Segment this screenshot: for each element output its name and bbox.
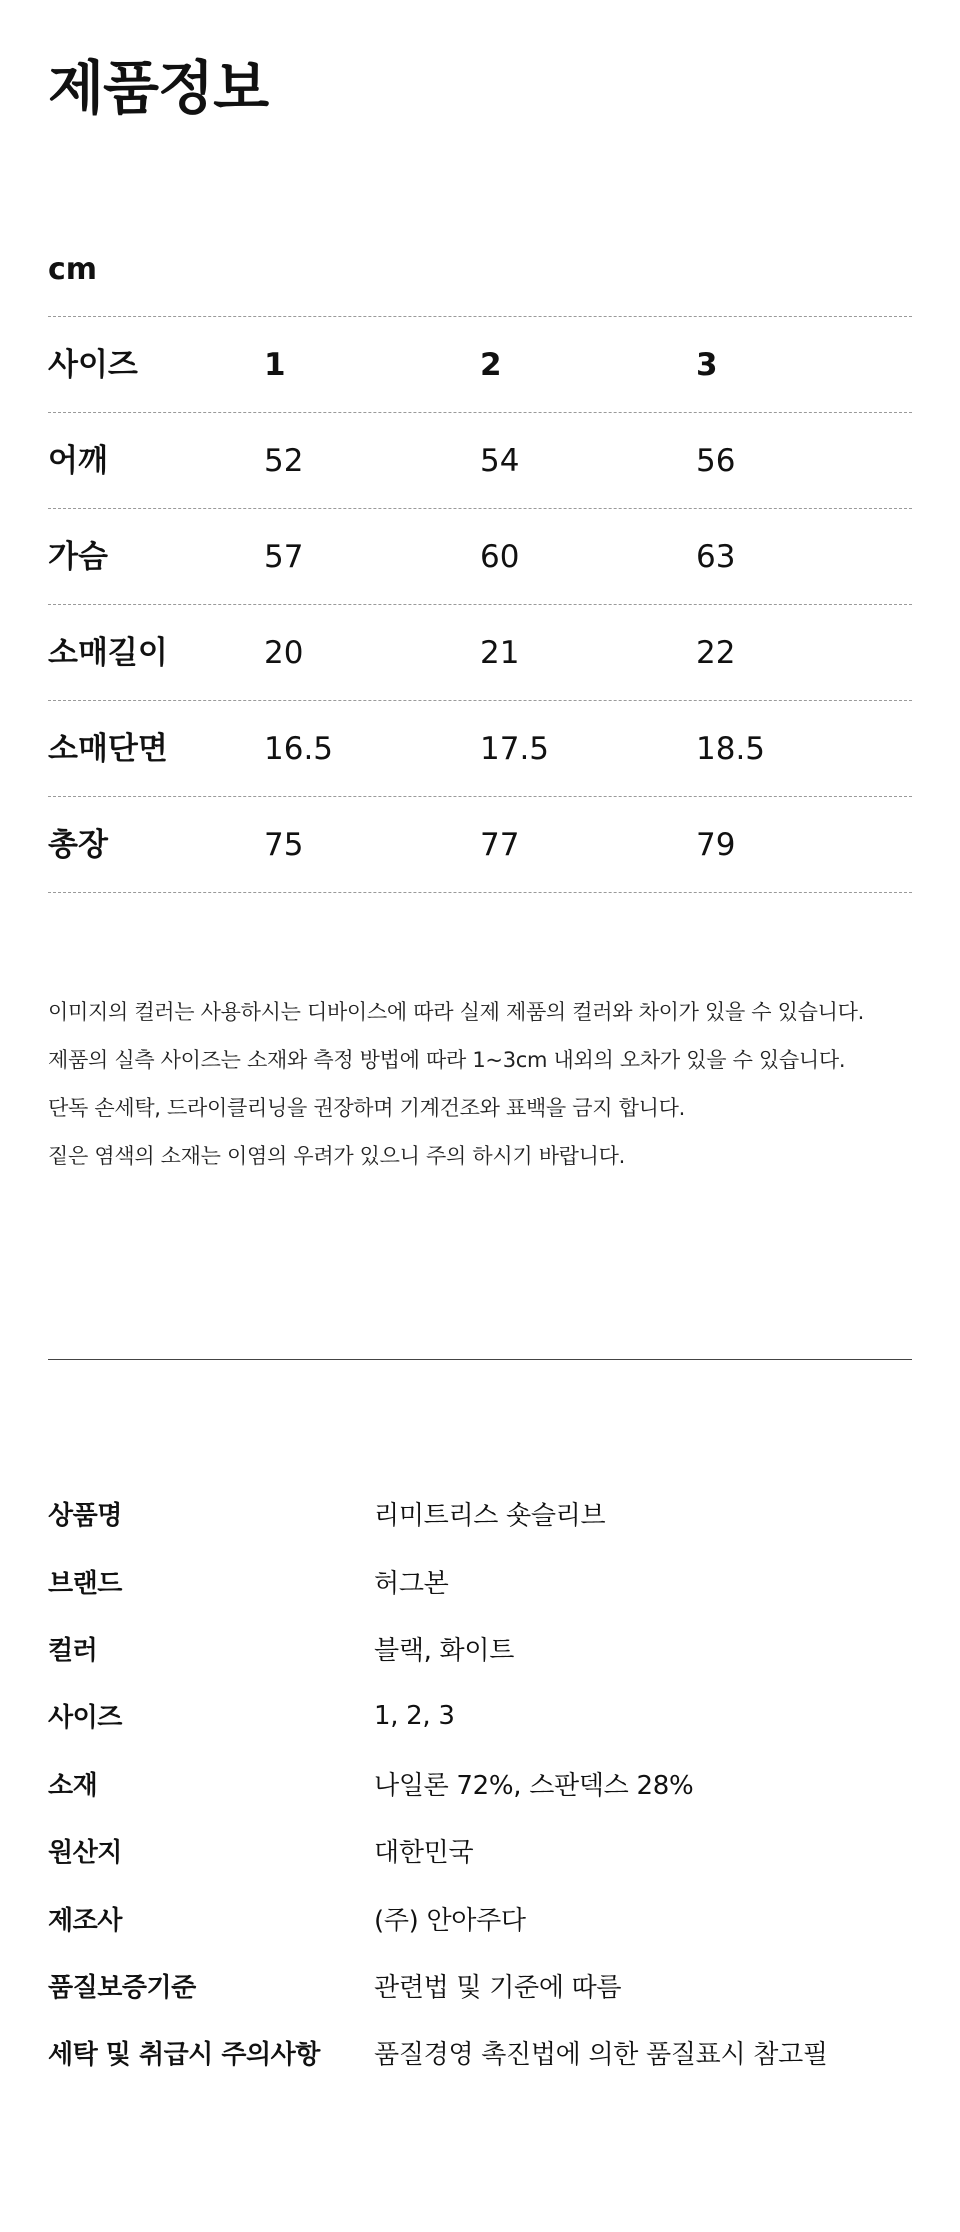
info-value: 리미트리스 숏슬리브 [374, 1501, 606, 1532]
info-label: 상품명 [48, 1501, 122, 1532]
row-value: 54 [480, 442, 520, 479]
info-value: 허그본 [374, 1568, 449, 1599]
product-info-list [48, 1480, 928, 2087]
row-value: 16.5 [264, 730, 334, 767]
row-value: 77 [480, 826, 520, 863]
info-label: 사이즈 [48, 1703, 122, 1734]
row-value: 79 [696, 826, 736, 863]
info-value: 관련법 및 기준에 따름 [374, 1972, 622, 2003]
size-header-value: 1 [264, 346, 286, 383]
info-label: 세탁 및 취급시 주의사항 [48, 2040, 320, 2071]
info-value: 1, 2, 3 [374, 1700, 455, 1731]
row-label: 소매단면 [48, 730, 168, 767]
info-row-product-name [48, 1480, 928, 1547]
info-label: 제조사 [48, 1905, 122, 1936]
size-table-row-total-length [48, 797, 912, 893]
row-value: 75 [264, 826, 304, 863]
info-row-care-instructions [48, 2019, 928, 2086]
row-value: 57 [264, 538, 304, 575]
info-row-origin [48, 1817, 928, 1884]
row-value: 56 [696, 442, 736, 479]
row-value: 21 [480, 634, 520, 671]
row-value: 17.5 [480, 730, 550, 767]
info-row-quality-standard [48, 1952, 928, 2019]
info-value: 블랙, 화이트 [374, 1635, 515, 1666]
info-value: (주) 안아주다 [374, 1905, 526, 1936]
info-value: 대한민국 [374, 1838, 474, 1869]
row-label: 어깨 [48, 442, 108, 479]
size-header-label: 사이즈 [48, 346, 138, 383]
info-row-brand [48, 1547, 928, 1614]
row-label: 소매길이 [48, 634, 168, 671]
info-label: 소재 [48, 1770, 98, 1801]
info-value: 품질경영 촉진법에 의한 품질표시 참고필 [374, 2040, 828, 2071]
info-label: 품질보증기준 [48, 1972, 196, 2003]
row-label: 가슴 [48, 538, 108, 575]
note-line: 이미지의 컬러는 사용하시는 디바이스에 따라 실제 제품의 컬러와 차이가 있을 수 있습니다. [48, 1000, 864, 1024]
info-value: 나일론 72%, 스판덱스 28% [374, 1770, 694, 1801]
row-value: 60 [480, 538, 520, 575]
info-row-size [48, 1682, 928, 1749]
note-line: 짙은 염색의 소재는 이염의 우려가 있으니 주의 하시기 바랍니다. [48, 1144, 626, 1168]
size-table-row-sleeve-length [48, 605, 912, 701]
size-unit-label: cm [48, 252, 98, 287]
size-table-row-chest [48, 509, 912, 605]
info-label: 컬러 [48, 1635, 98, 1666]
row-value: 52 [264, 442, 304, 479]
note-line: 단독 손세탁, 드라이클리닝을 권장하며 기계건조와 표백을 금지 합니다. [48, 1096, 685, 1120]
care-notes [48, 988, 928, 1180]
row-value: 20 [264, 634, 304, 671]
row-value: 22 [696, 634, 736, 671]
size-table [48, 316, 912, 893]
note-line: 제품의 실측 사이즈는 소재와 측정 방법에 따라 1~3cm 내외의 오차가 있을 수 있습니다. [48, 1048, 846, 1072]
size-header-value: 3 [696, 346, 718, 383]
row-value: 63 [696, 538, 736, 575]
info-row-manufacturer [48, 1884, 928, 1951]
info-label: 브랜드 [48, 1568, 122, 1599]
size-table-header-row [48, 317, 912, 413]
size-header-value: 2 [480, 346, 502, 383]
row-value: 18.5 [696, 730, 766, 767]
info-label: 원산지 [48, 1838, 122, 1869]
section-divider [48, 1359, 912, 1360]
size-table-row-shoulder [48, 413, 912, 509]
info-row-material [48, 1750, 928, 1817]
size-table-row-sleeve-opening [48, 701, 912, 797]
row-label: 총장 [48, 826, 108, 863]
page-title: 제품정보 [48, 54, 269, 122]
info-row-color [48, 1615, 928, 1682]
